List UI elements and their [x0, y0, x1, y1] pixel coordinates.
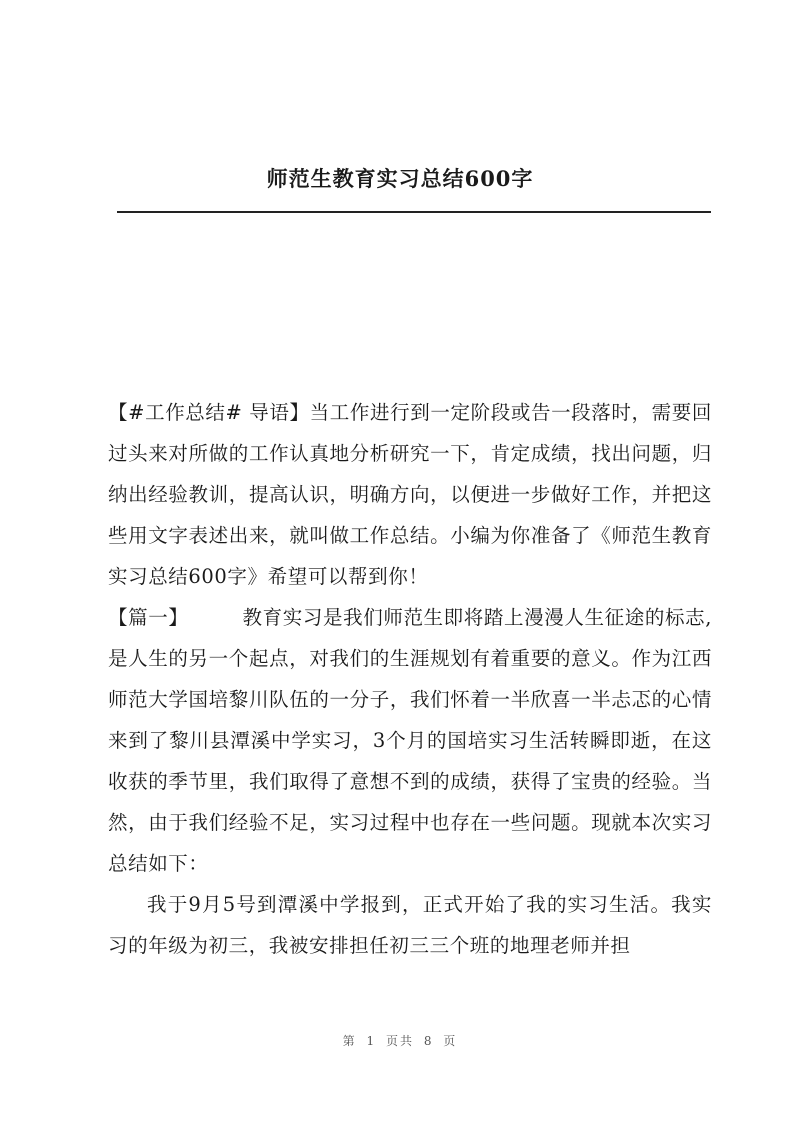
document-title: 师范生教育实习总结600字: [266, 166, 534, 191]
section1-paragraph: [108, 597, 712, 884]
current-page-number: 1: [366, 1034, 377, 1048]
title-divider: [117, 211, 711, 213]
page-label-prefix: 第: [342, 1034, 357, 1048]
section1-text: 教育实习是我们师范生即将踏上漫漫人生征途的标志,是人生的另一个起点，对我们的生涯规划有着重要的意义。作为江西师范大学国培黎川队伍的一分子，我们怀着一半欣喜一半忐忑的心情来到了黎川县潭溪中学实习，3个月的国培实习生活转瞬即逝，在这收获的季节里，我们取得了意想不到的成绩，获得了宝贵的经验。当然，由于我们经验不足，实习过程中也存在一些问题。现就本次实习总结如下：: [108, 606, 712, 875]
page-label-suffix: 页: [443, 1034, 458, 1048]
second-paragraph: 我于9月5号到潭溪中学报到，正式开始了我的实习生活。我实习的年级为初三，我被安排担任初三三个班的地理老师并担: [108, 893, 712, 957]
document-body: [108, 392, 712, 966]
page-footer: [0, 1032, 800, 1050]
total-pages-number: 8: [423, 1034, 434, 1048]
section1-tag: 【篇一】: [108, 606, 189, 629]
intro-paragraph: 【#工作总结# 导语】当工作进行到一定阶段或告一段落时，需要回过头来对所做的工作认真地分析研究一下，肯定成绩，找出问题，归纳出经验教训，提高认识，明确方向，以便进一步做好工作，并把这些用文字表述出来，就叫做工作总结。小编为你准备了《师范生教育实习总结600字》希望可以帮到你！: [108, 401, 712, 588]
page-label-middle: 页共: [385, 1034, 414, 1048]
